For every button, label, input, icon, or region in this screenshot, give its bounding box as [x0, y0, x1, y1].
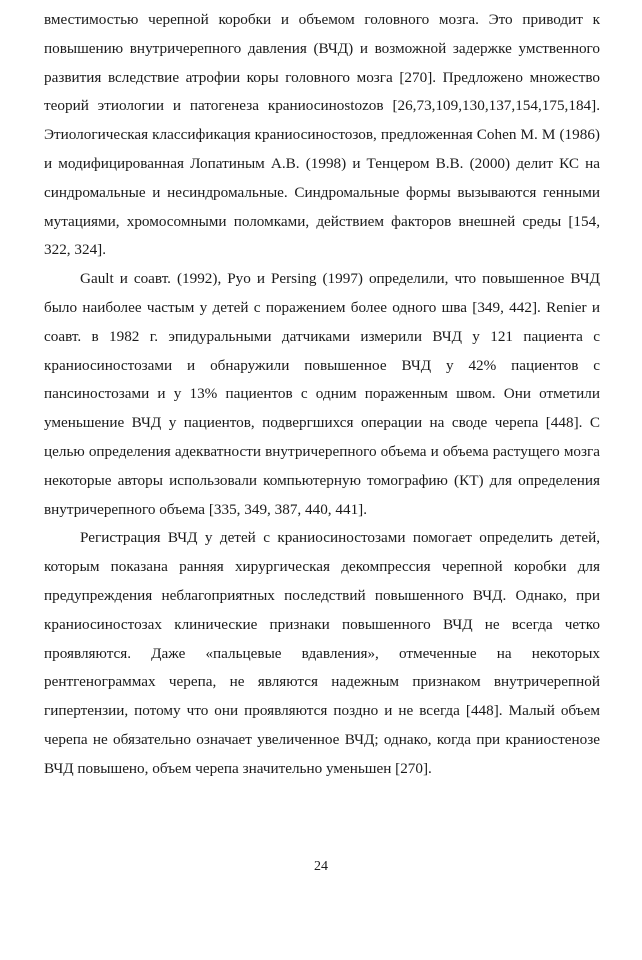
paragraph-icp-registration: Регистрация ВЧД у детей с краниосиностозами помогает определить детей, которым показана ранняя хирургическая декомпрессия черепной коробки для предупреждения неблагоприятных последствий повышенного ВЧД. Однако, при краниосиностозах клинические признаки повышенного ВЧД не всегда четко проявляются. Даже «пальцевые вдавления», отмеченные на некоторых рентгенограммах черепа, не являются надежным признаком внутричерепной гипертензии, потому что они проявляются поздно и не всегда [448]. Малый объем черепа не обязательно означает увеличенное ВЧД; однако, когда при краниостенозе ВЧД повышено, объем черепа значительно уменьшен [270]. — [44, 529, 600, 777]
document-page — [44, 6, 600, 784]
page-number: 24 — [314, 859, 328, 874]
paragraph-icp-studies: Gault и соавт. (1992), Pyo и Persing (1997) определили, что повышенное ВЧД было наиболее частым у детей с поражением более одного шва [349, 442]. Renier и соавт. в 1982 г. эпидуральными датчиками измерили ВЧД у 121 пациента с краниосиностозами и обнаружили повышенное ВЧД у 42% пациентов с пансиностозами и у 13% пациентов с одним пораженным швом. Они отметили уменьшение ВЧД у пациентов, подвергшихся операции на своде черепа [448]. С целью определения адекватности внутричерепного объема и объема растущего мозга некоторые авторы использовали компьютерную томографию (КТ) для определения внутричерепного объема [335, 349, 387, 440, 441]. — [44, 270, 600, 518]
paragraph-continuation: вместимостью черепной коробки и объемом головного мозга. Это приводит к повышению внутричерепного давления (ВЧД) и возможной задержке умственного развития вследствие атрофии коры головного мозга [270]. Предложено множество теорий этиологии и патогенеза краниосинostozов [26,73,109,130,137,154,175,184]. Этиологическая классификация краниосиностозов, предложенная Cohen M. M (1986) и модифицированная Лопатиным А.В. (1998) и Тенцером В.В. (2000) делит КС на синдромальные и несиндромальные. Синдромальные формы вызываются генными мутациями, хромосомными поломками, действием факторов внешней среды [154, 322, 324]. — [44, 11, 600, 259]
